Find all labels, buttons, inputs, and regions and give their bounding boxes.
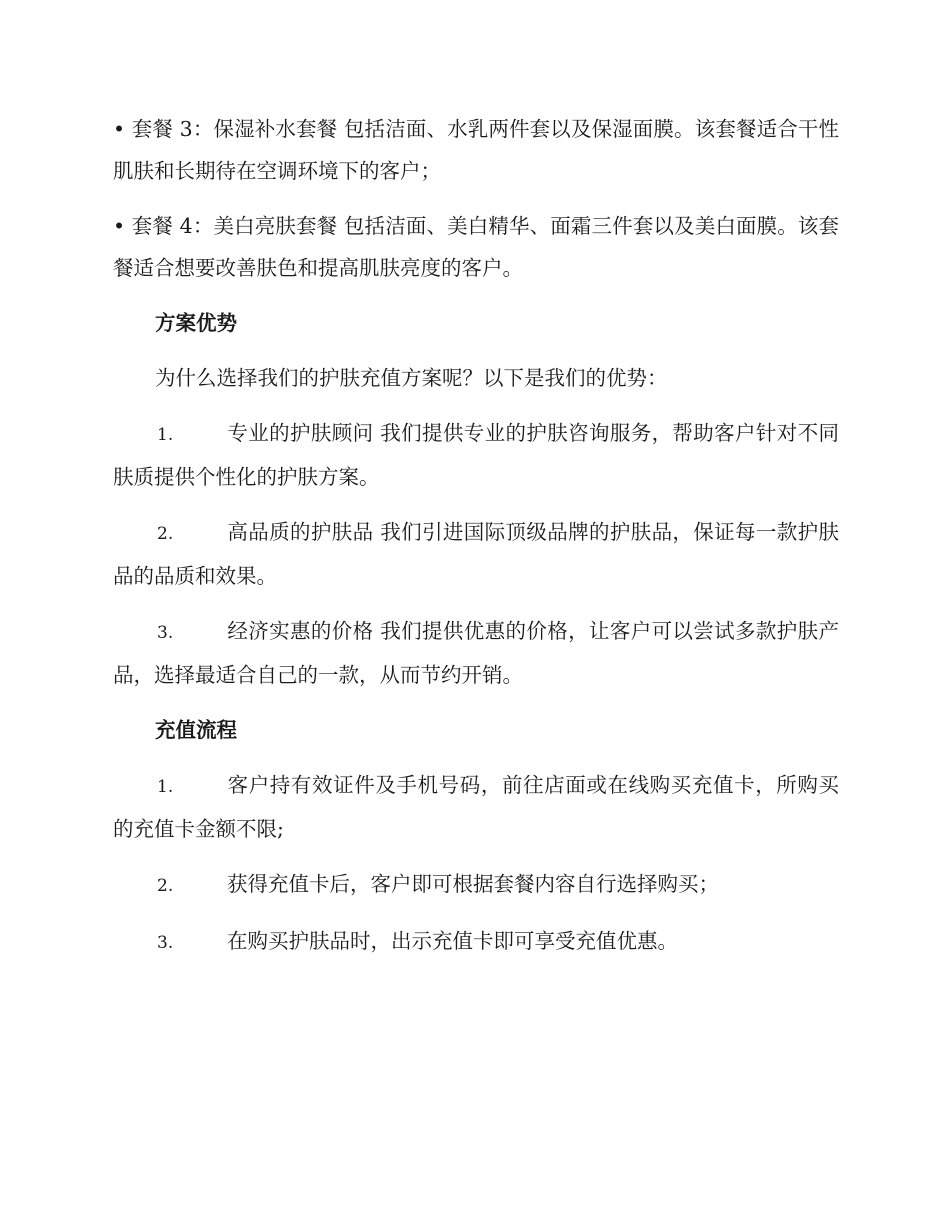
section-heading-process: 充值流程 <box>155 718 237 742</box>
item-text: 高品质的护肤品 我们引进国际顶级品牌的护肤品，保证每一款护肤品的品质和效果。 <box>113 520 839 588</box>
item-text: 获得充值卡后，客户即可根据套餐内容自行选择购买； <box>227 872 719 896</box>
document-content <box>113 108 839 977</box>
item-text: 客户持有效证件及手机号码，前往店面或在线购买充值卡，所购买的充值卡金额不限; <box>113 773 839 841</box>
item-number: 2. <box>157 524 174 544</box>
advantage-item-3 <box>113 610 839 696</box>
process-step-3 <box>113 920 839 964</box>
section-heading-advantages: 方案优势 <box>155 311 237 335</box>
process-step-1 <box>113 764 839 850</box>
advantage-item-2 <box>113 511 839 597</box>
process-step-2 <box>113 863 839 907</box>
item-text: 在购买护肤品时，出示充值卡即可享受充值优惠。 <box>227 929 678 953</box>
package-item-3: • 套餐 3：保湿补水套餐 包括洁面、水乳两件套以及保湿面膜。该套餐适合干性肌肤和长期待在空调环境下的客户； <box>113 117 839 183</box>
item-number: 3. <box>157 623 174 643</box>
item-text: 专业的护肤顾问 我们提供专业的护肤咨询服务，帮助客户针对不同肤质提供个性化的护肤方案。 <box>113 421 839 489</box>
package-item-4: • 套餐 4：美白亮肤套餐 包括洁面、美白精华、面霜三件套以及美白面膜。该套餐适合想要改善肤色和提高肌肤亮度的客户。 <box>113 214 839 280</box>
advantage-item-1 <box>113 412 839 498</box>
item-text: 经济实惠的价格 我们提供优惠的价格，让客户可以尝试多款护肤产品，选择最适合自己的一款，从而节约开销。 <box>113 619 839 687</box>
item-number: 3. <box>157 933 174 953</box>
advantages-intro: 为什么选择我们的护肤充值方案呢？以下是我们的优势： <box>155 366 668 390</box>
item-number: 1. <box>157 425 174 445</box>
item-number: 1. <box>157 777 174 797</box>
item-number: 2. <box>157 876 174 896</box>
